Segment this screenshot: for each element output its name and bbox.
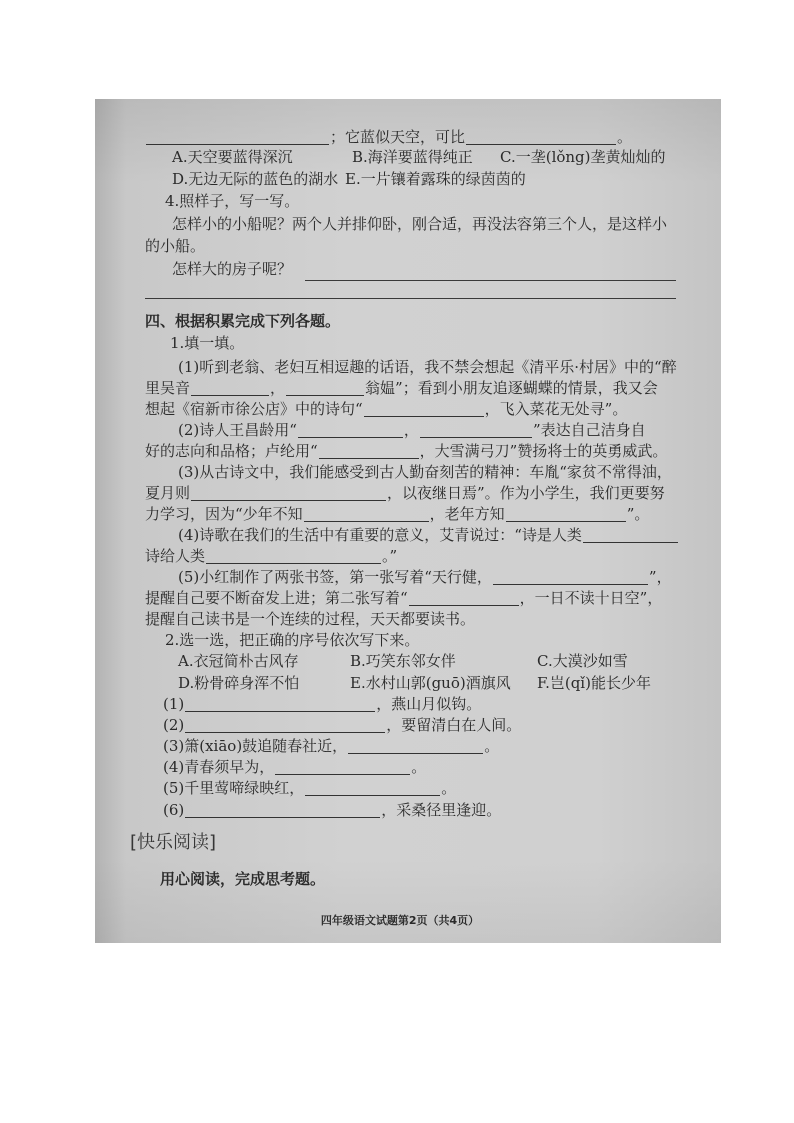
reading-section-heading: [快乐阅读] xyxy=(130,832,217,853)
fill-line xyxy=(178,567,672,588)
section-4-heading: 四、根据积累完成下列各题。 xyxy=(145,312,341,330)
option-e: E.一片镶着露珠的绿茵茵的 xyxy=(345,170,526,188)
fill-line xyxy=(145,546,397,567)
answer-blank xyxy=(305,781,440,796)
option-b: B.海洋要蓝得纯正 xyxy=(352,148,473,166)
exam-page xyxy=(95,99,721,943)
fill-in-title: 1.填一填。 xyxy=(170,334,245,352)
fill-line xyxy=(145,588,662,609)
sentence-middle: ；它蓝似天空，可比 xyxy=(330,128,466,146)
choose-item-6 xyxy=(163,800,501,821)
item-text: ，采桑径里逢迎。 xyxy=(381,801,502,819)
fill-text: (5)小红制作了两张书签，第一张写着“天行健， xyxy=(178,568,492,586)
fill-text: ，老年方知 xyxy=(429,505,505,523)
sentence-end: 。 xyxy=(617,128,633,146)
fill-text: ，大雪满弓刀”赞扬将士的英勇威武。 xyxy=(419,442,668,460)
answer-blank xyxy=(493,570,648,585)
item-number: (4) xyxy=(163,758,185,776)
fill-text: 翁媪”；看到小朋友追逐蝴蝶的情景，我又会 xyxy=(365,379,658,397)
answer-blank xyxy=(191,381,269,396)
choose-item-1 xyxy=(163,694,481,715)
choice-d: D.粉骨碎身浑不怕 xyxy=(178,674,300,692)
fill-text: ”表达自己洁身自 xyxy=(532,421,646,439)
fill-text: 。” xyxy=(382,547,398,565)
fill-text: ， xyxy=(270,379,286,397)
fill-text: (3)从古诗文中，我们能感受到古人勤奋刻苦的精神：车胤“家贫不常得油， xyxy=(178,463,672,481)
choose-item-5 xyxy=(163,778,456,799)
choose-title: 2.选一选，把正确的序号依次写下来。 xyxy=(165,631,420,649)
answer-blank xyxy=(191,486,386,501)
answer-blank xyxy=(185,697,375,712)
item-number: (3) xyxy=(163,737,185,755)
fill-line xyxy=(178,462,672,483)
fill-text: 提醒自己读书是一个连续的过程，天天都要读书。 xyxy=(145,610,476,628)
item-text: 青春须早为， xyxy=(184,758,275,776)
answer-blank xyxy=(206,549,381,564)
answer-blank xyxy=(420,423,532,438)
fill-line xyxy=(178,420,646,441)
fill-line xyxy=(145,609,475,630)
answer-blank xyxy=(348,739,483,754)
answer-blank xyxy=(286,381,364,396)
fill-text: (1)听到老翁、老妇互相逗趣的话语，我不禁会想起《清平乐·村居》中的“醉 xyxy=(178,358,677,376)
fill-line xyxy=(178,357,677,378)
answer-blank xyxy=(304,507,429,522)
fill-line xyxy=(145,378,658,399)
fill-line xyxy=(145,504,649,525)
fill-line xyxy=(145,399,627,420)
choose-item-3 xyxy=(163,736,499,757)
fill-text: ， xyxy=(403,421,419,439)
fill-line xyxy=(145,483,665,504)
question-4-prompt: 怎样大的房子呢？ xyxy=(172,260,293,278)
fill-text: 力学习，因为“少年不知 xyxy=(145,505,303,523)
choice-c: C.大漠沙如雪 xyxy=(537,652,628,670)
answer-blank xyxy=(409,591,519,606)
fill-text: 好的志向和品格；卢纶用“ xyxy=(145,442,318,460)
fill-text: 里吴音 xyxy=(145,379,191,397)
item-text: 。 xyxy=(484,737,500,755)
choice-e: E.水村山郭(guō)酒旗风 xyxy=(350,674,511,692)
choose-item-2 xyxy=(163,715,521,736)
comparison-sentence xyxy=(145,127,632,148)
choose-item-4 xyxy=(163,757,426,778)
answer-blank xyxy=(298,423,403,438)
example-sentence-line-2: 的小船。 xyxy=(145,237,206,255)
item-number: (6) xyxy=(163,801,185,819)
example-sentence-line-1: 怎样小的小船呢？两个人并排仰卧，刚合适，再没法容第三个人，是这样小 xyxy=(172,215,668,233)
answer-line xyxy=(305,280,676,281)
fill-text: ，飞入菜花无处寻”。 xyxy=(484,400,628,418)
choice-b: B.巧笑东邻女伴 xyxy=(350,652,456,670)
fill-text: 想起《宿新市徐公店》中的诗句“ xyxy=(145,400,363,418)
item-text: 箫(xiāo)鼓追随春社近， xyxy=(184,737,348,755)
fill-text: 诗给人类 xyxy=(145,547,206,565)
item-text: 。 xyxy=(441,779,457,797)
item-number: (2) xyxy=(163,716,185,734)
answer-blank xyxy=(319,444,419,459)
fill-text: (4)诗歌在我们的生活中有重要的意义，艾青说过：“诗是人类 xyxy=(178,526,582,544)
question-4-title: 4.照样子，写一写。 xyxy=(165,192,300,210)
fill-text: ”。 xyxy=(626,505,650,523)
fill-text: ，一日不读十日空”， xyxy=(519,589,663,607)
fill-line xyxy=(178,525,679,546)
item-text: ，燕山月似钩。 xyxy=(376,695,482,713)
answer-line xyxy=(145,298,676,299)
item-text: 。 xyxy=(411,758,427,776)
option-c: C.一垄(lǒng)垄黄灿灿的 xyxy=(500,148,666,166)
answer-blank xyxy=(506,507,626,522)
answer-blank xyxy=(364,402,484,417)
answer-blank xyxy=(185,718,385,733)
answer-blank xyxy=(275,760,410,775)
item-text: 千里莺啼绿映红， xyxy=(184,779,305,797)
option-a: A.天空要蓝得深沉 xyxy=(172,148,293,166)
page-footer: 四年级语文试题第2页（共4页） xyxy=(320,914,480,927)
fill-text: 提醒自己要不断奋发上进；第二张写着“ xyxy=(145,589,408,607)
option-d: D.无边无际的蓝色的湖水 xyxy=(172,170,339,188)
item-number: (1) xyxy=(163,695,185,713)
fill-text: ”， xyxy=(648,568,672,586)
choice-a: A.衣冠简朴古风存 xyxy=(178,652,299,670)
fill-line xyxy=(145,441,667,462)
fill-text: (2)诗人王昌龄用“ xyxy=(178,421,297,439)
answer-blank xyxy=(583,528,678,543)
answer-blank xyxy=(146,130,329,145)
choice-f: F.岂(qǐ)能长少年 xyxy=(537,674,651,692)
answer-blank xyxy=(466,130,616,145)
reading-instruction: 用心阅读，完成思考题。 xyxy=(160,870,326,888)
item-text: ，要留清白在人间。 xyxy=(386,716,522,734)
fill-text: ，以夜继日焉”。作为小学生，我们更要努 xyxy=(387,484,665,502)
fill-text: 夏月则 xyxy=(145,484,191,502)
answer-blank xyxy=(185,803,380,818)
item-number: (5) xyxy=(163,779,185,797)
